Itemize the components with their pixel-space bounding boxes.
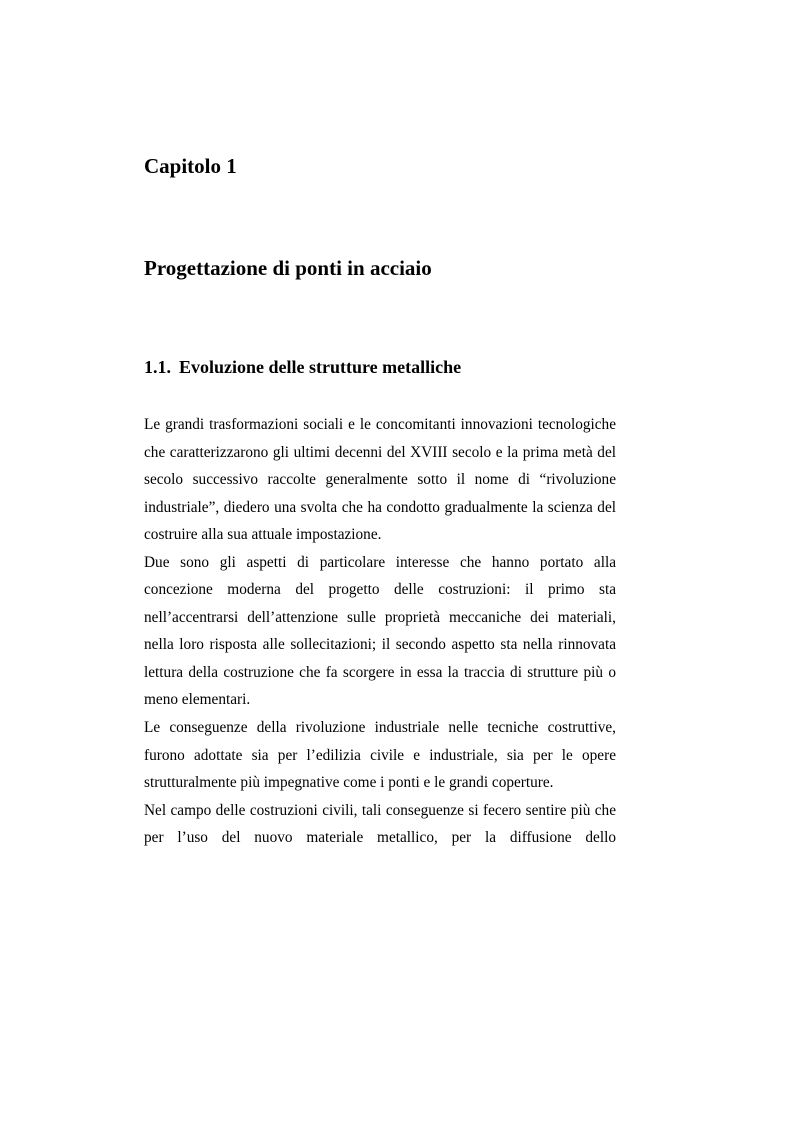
paragraph-3: Le conseguenze della rivoluzione industriale nelle tecniche costruttive, furono adottate sia per l’edilizia civile e industriale, sia per le opere strutturalmente più impegnative come i ponti e le grandi coperture. — [144, 719, 616, 792]
body-text — [144, 411, 616, 852]
chapter-label: Capitolo 1 — [144, 154, 237, 178]
section-title: Evoluzione delle strutture metalliche — [179, 357, 462, 377]
paragraph-4: Nel campo delle costruzioni civili, tali conseguenze si fecero sentire più che per l’uso del nuovo materiale metallico, per la diffusione dello — [144, 801, 616, 847]
chapter-title: Progettazione di ponti in acciaio — [144, 256, 432, 280]
paragraph-1: Le grandi trasformazioni sociali e le concomitanti innovazioni tecnologiche che caratterizzarono gli ultimi decenni del XVIII secolo e la prima metà del secolo successivo raccolte generalmente sotto il nome di “rivoluzione industriale”, diedero una svolta che ha condotto gradualmente la scienza del costruire alla sua attuale impostazione. — [144, 416, 616, 544]
section-heading — [144, 355, 461, 379]
section-number: 1.1. — [144, 357, 171, 377]
paragraph-2: Due sono gli aspetti di particolare interesse che hanno portato alla concezione moderna del progetto delle costruzioni: il primo sta nell’accentrarsi dell’attenzione sulle proprietà meccaniche dei materiali, nella loro risposta alle sollecitazioni; il secondo aspetto sta nella rinnovata lettura della costruzione che fa scorgere in essa la traccia di strutture più o meno elementari. — [144, 553, 616, 709]
